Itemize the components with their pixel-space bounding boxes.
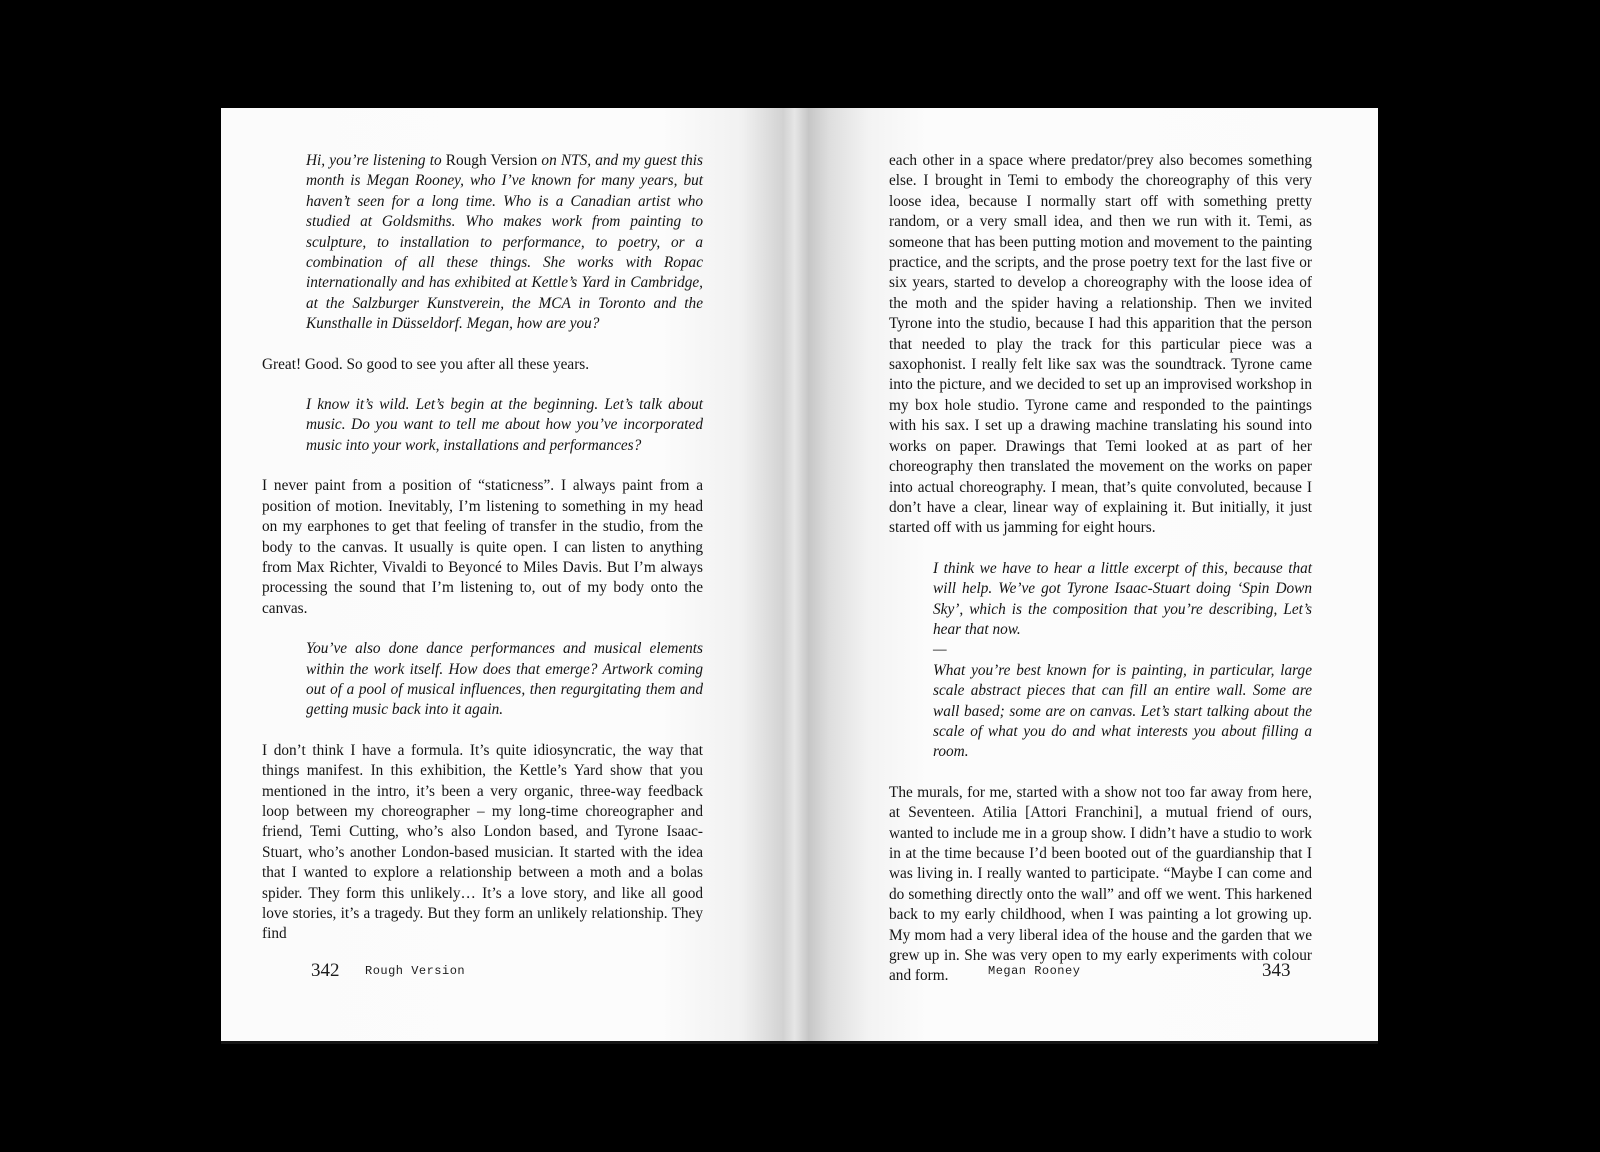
right-running-title: Megan Rooney <box>988 964 1081 978</box>
right-page-text-column <box>889 151 1312 987</box>
right-page-number: 343 <box>1262 960 1291 981</box>
book-spread <box>221 108 1378 1041</box>
interviewer-paragraph: What you’re best known for is painting, in particular, large scale abstract pieces that can fill an entire wall. Some are wall based; some are on canvas. Let’s start talking about the scale of what you do and what interests you about filling a room. <box>933 661 1312 761</box>
interviewer-paragraph: I think we have to hear a little excerpt of this, because that will help. We’ve got Tyrone Isaac-Stuart doing ‘Spin Down Sky’, which is the composition that you’re describing, Let’s hear that now. <box>933 559 1312 638</box>
left-page-text-column <box>262 151 703 945</box>
left-page-number: 342 <box>311 960 340 981</box>
interviewer-paragraph: Hi, you’re listening to Rough Version on NTS, and my guest this month is Megan Rooney, who I’ve known for many years, but haven’t seen for a long time. Who is a Canadian artist who studied at Goldsmiths. Who makes work from painting to sculpture, to installation to performance, to poetry, or a combination of all these things. She works with Ropac internationally and has exhibited at Kettle’s Yard in Cambridge, at the Salzburger Kunstverein, the MCA in Toronto and the Kunsthalle in Düsseldorf. Megan, how are you? <box>306 152 703 333</box>
interviewee-paragraph: The murals, for me, started with a show not too far away from here, at Seventeen. Atilia [Attori Franchini], a mutual friend of ours, wanted to include me in a group show. I didn’t have a studio to work in at the time because I’d been booted out of the guardianship that I was living in. I really wanted to participate. “Maybe I can come and do something directly onto the wall” and off we went. This harkened back to my early childhood, when I was painting a lot growing up. My mom had a very liberal idea of the house and the garden that we grew up in. She was very open to my early experiments with colour and form. <box>889 783 1312 985</box>
right-page <box>795 108 1378 1041</box>
right-page-footer <box>795 959 1378 983</box>
interviewer-paragraph: — <box>933 641 947 659</box>
interviewee-paragraph: I don’t think I have a formula. It’s quite idiosyncratic, the way that things manifest. In this exhibition, the Kettle’s Yard show that you mentioned in the intro, it’s been a very organic, three-way feedback loop between my choreographer – my long-time choreographer and friend, Temi Cutting, who’s also London based, and Tyrone Isaac-Stuart, who’s another London-based musician. It started with the idea that I wanted to explore a relationship between a moth and a bolas spider. They form this unlikely… It’s a love story, and like all good love stories, it’s a tragedy. But they form an unlikely relationship. They find <box>262 741 703 943</box>
left-page-footer <box>221 959 795 983</box>
left-running-title: Rough Version <box>365 964 466 978</box>
interviewer-paragraph: I know it’s wild. Let’s begin at the beginning. Let’s talk about music. Do you want to tell me about how you’ve incorporated music into your work, installations and performances? <box>306 396 703 454</box>
interviewee-paragraph: Great! Good. So good to see you after all these years. <box>262 355 590 373</box>
interviewee-paragraph: I never paint from a position of “staticness”. I always paint from a position of motion. Inevitably, I’m listening to something in my head on my earphones to get that feeling of transfer in the studio, from the body to the canvas. It usually is quite open. I can listen to anything from Max Richter, Vivaldi to Beyoncé to Miles Davis. But I’m always processing the sound that I’m listening to, out of my body onto the canvas. <box>262 477 703 617</box>
interviewee-paragraph: each other in a space where predator/prey also becomes something else. I brought in Temi to embody the choreography of this very loose idea, because I normally start off with something pretty random, or a very small idea, and then we run with it. Temi, as someone that has been putting motion and movement to the painting practice, and the scripts, and the prose poetry text for the last five or six years, started to develop a choreography with the loose idea of the moth and the spider having a relationship. Then we invited Tyrone into the studio, because I had this apparition that the person that needed to play the track for this particular piece was a saxophonist. I really felt like sax was the soundtrack. Tyrone came into the picture, and we decided to set up an improvised workshop in my box hole studio. Tyrone came and responded to the paintings with his sax. I set up a drawing machine translating his sound into works on paper. Drawings that Temi looked at as part of her choreography then translated the movement on the works on paper into actual choreography. I mean, that’s quite convoluted, because I don’t have a clear, linear way of explaining it. But initially, it just started off with us jamming for eight hours. <box>889 152 1312 537</box>
left-page <box>221 108 795 1041</box>
interviewer-paragraph: You’ve also done dance performances and musical elements within the work itself. How does that emerge? Artwork coming out of a pool of musical influences, then regurgitating them and getting music back into it again. <box>306 640 703 719</box>
